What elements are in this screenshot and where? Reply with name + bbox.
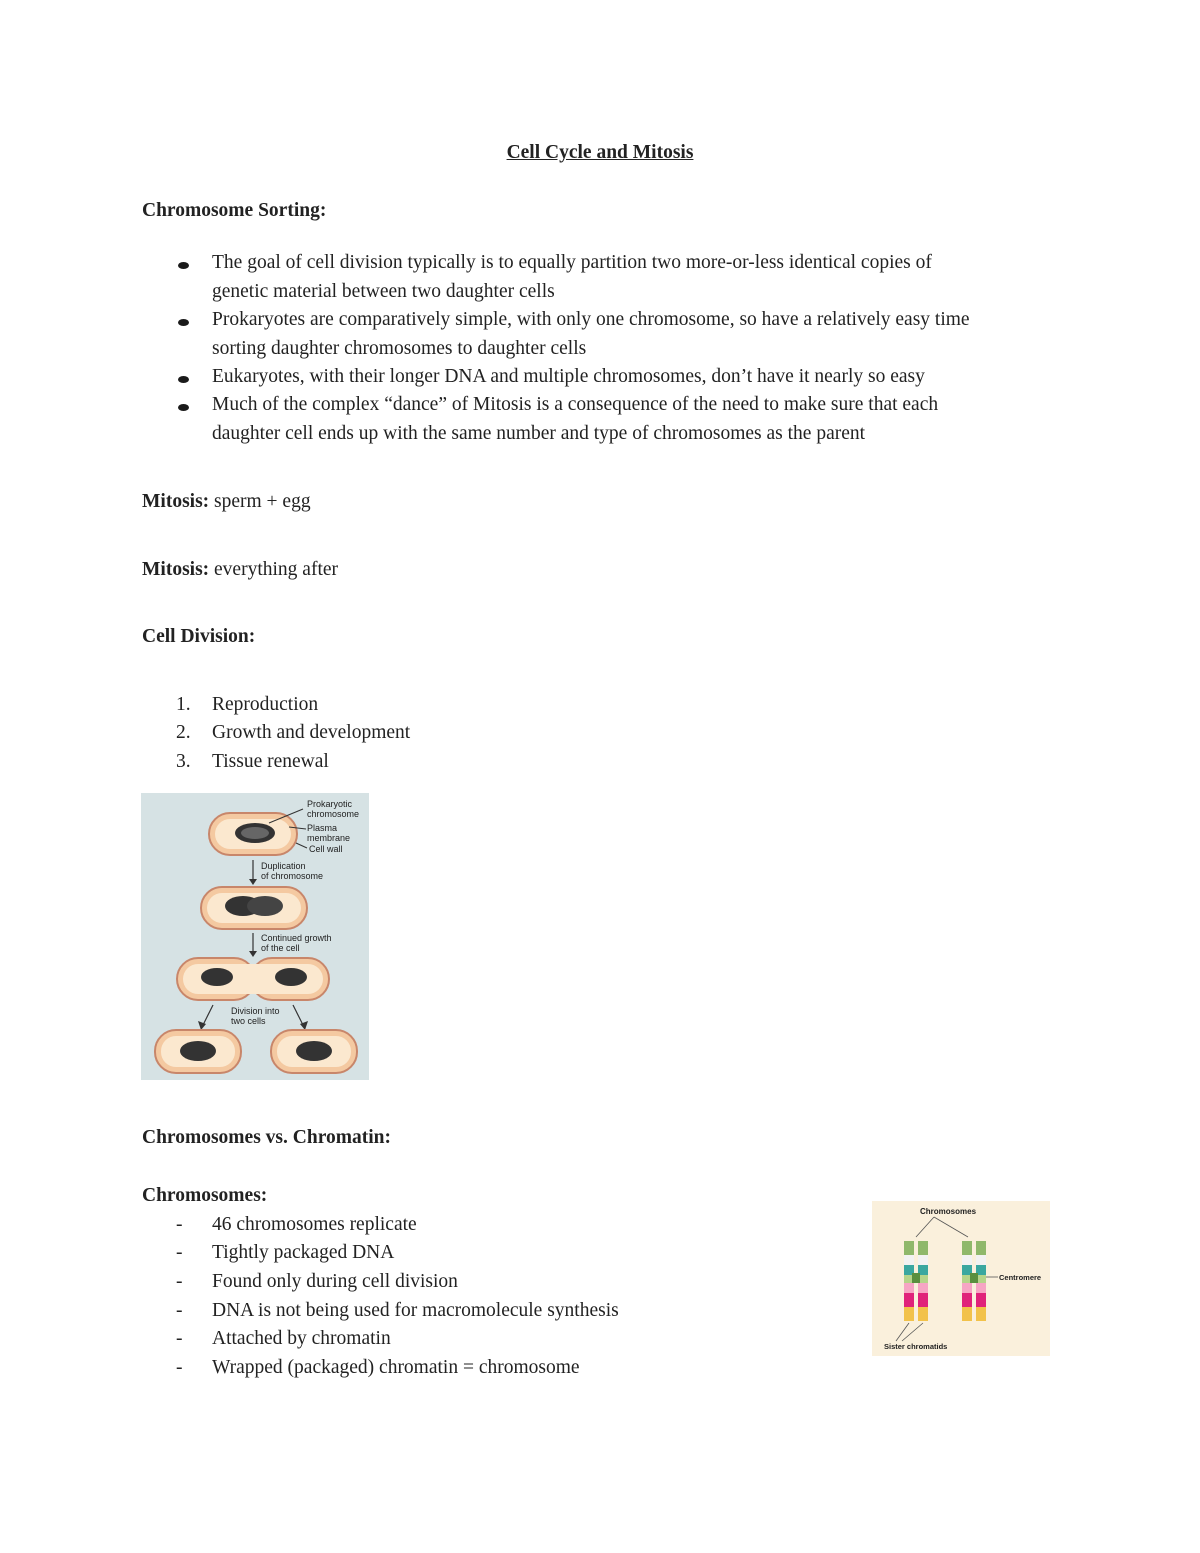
prokaryotic-division-figure: [141, 793, 369, 1080]
bullet-4-line-1: Much of the complex “dance” of Mitosis is a consequence of the need to make sure that each: [212, 394, 939, 415]
chromosome-figure: [872, 1201, 1050, 1356]
section-heading-chromosomes-vs-chromatin: Chromosomes vs. Chromatin:: [142, 1127, 391, 1148]
bullet-icon: [178, 262, 190, 274]
list-item: Attached by chromatin: [212, 1328, 391, 1349]
mitosis-line-1: [142, 491, 311, 513]
list-item: Tightly packaged DNA: [212, 1242, 395, 1263]
bullet-1-line-1: The goal of cell division typically is to equally partition two more-or-less identical copies of: [212, 252, 932, 273]
label-sister-chromatids: Sister chromatids: [884, 1342, 948, 1351]
mitosis-text: everything after: [209, 559, 339, 580]
mitosis-line-2: [142, 559, 338, 581]
section-heading-chromosomes: Chromosomes:: [142, 1185, 268, 1206]
section-heading-chromosome-sorting: Chromosome Sorting:: [142, 200, 327, 221]
bullet-icon: [178, 376, 190, 388]
chromosome-icon: [201, 968, 233, 986]
label-duplication: Duplication: [261, 861, 306, 871]
chromosome-icon: [275, 968, 307, 986]
dash-icon: -: [176, 1328, 183, 1349]
bullet-4-line-2: daughter cell ends up with the same number and type of chromosomes as the parent: [212, 423, 866, 444]
label-chromosomes: Chromosomes: [920, 1207, 977, 1216]
label-of-chromosome: of chromosome: [261, 871, 324, 881]
mitosis-label: Mitosis:: [142, 491, 210, 512]
bullet-1-line-2: genetic material between two daughter cells: [212, 281, 555, 302]
list-item: Growth and development: [212, 722, 411, 743]
label-two-cells: two cells: [231, 1016, 266, 1026]
label-plasma: Plasma: [307, 823, 338, 833]
chromosome-icon: [296, 1041, 332, 1061]
chromosome-icon: [247, 896, 283, 916]
label-of-the-cell: of the cell: [261, 943, 300, 953]
list-number: 2.: [176, 722, 191, 743]
label-continued-growth: Continued growth: [261, 933, 332, 943]
label-cell-wall: Cell wall: [309, 844, 343, 854]
label-chromosome: chromosome: [307, 809, 360, 819]
list-item: 46 chromosomes replicate: [212, 1214, 417, 1235]
dash-icon: -: [176, 1357, 183, 1378]
bullet-2-line-2: sorting daughter chromosomes to daughter cells: [212, 338, 587, 359]
label-centromere: Centromere: [999, 1273, 1042, 1282]
section-heading-cell-division: Cell Division:: [142, 626, 256, 647]
chromosome-icon: [180, 1041, 216, 1061]
list-item: Wrapped (packaged) chromatin = chromosome: [212, 1357, 580, 1378]
bullet-2-line-1: Prokaryotes are comparatively simple, with only one chromosome, so have a relatively easy time: [212, 309, 970, 330]
dash-icon: -: [176, 1214, 183, 1235]
list-item: Tissue renewal: [212, 751, 329, 772]
mitosis-text: sperm + egg: [209, 491, 311, 512]
mitosis-label: Mitosis:: [142, 559, 210, 580]
dash-icon: -: [176, 1242, 183, 1263]
label-prokaryotic: Prokaryotic: [307, 799, 353, 809]
list-item: Found only during cell division: [212, 1271, 458, 1292]
list-number: 3.: [176, 751, 191, 772]
page-title: Cell Cycle and Mitosis: [506, 142, 694, 163]
list-number: 1.: [176, 694, 191, 715]
label-membrane: membrane: [307, 833, 351, 843]
bullet-3-line-1: Eukaryotes, with their longer DNA and multiple chromosomes, don’t have it nearly so easy: [212, 366, 925, 387]
list-item: DNA is not being used for macromolecule synthesis: [212, 1300, 619, 1321]
bullet-icon: [178, 404, 190, 416]
dash-icon: -: [176, 1271, 183, 1292]
label-division-into: Division into: [231, 1006, 280, 1016]
bullet-icon: [178, 319, 190, 331]
list-item: Reproduction: [212, 694, 319, 715]
dash-icon: -: [176, 1300, 183, 1321]
